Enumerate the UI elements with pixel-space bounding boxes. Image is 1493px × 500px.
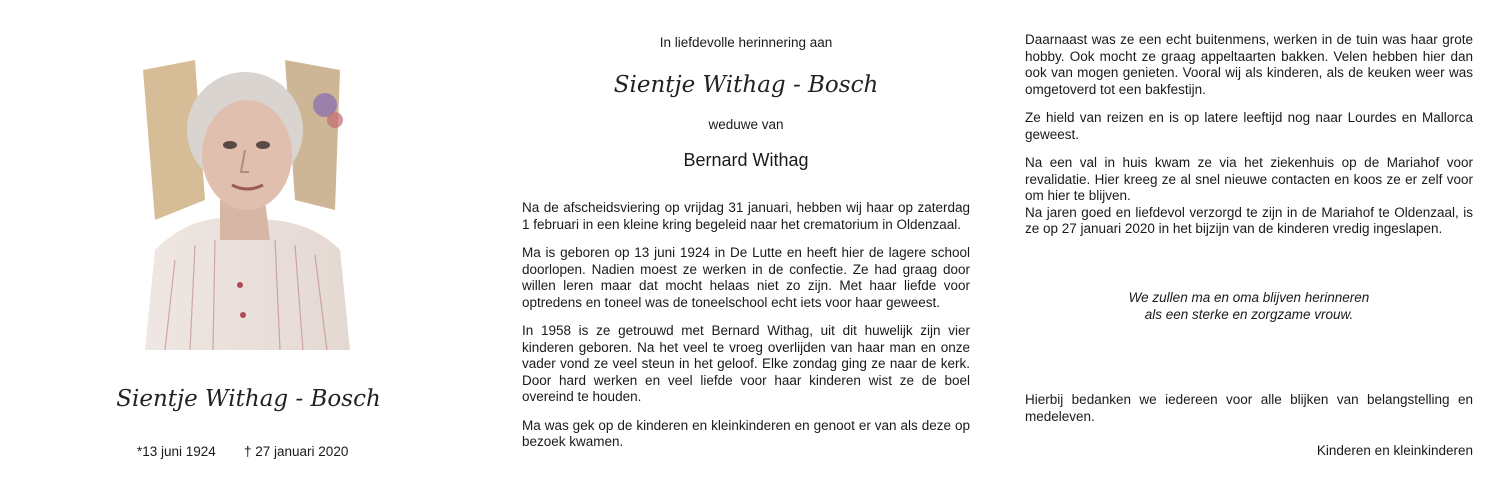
intro-line: In liefdevolle herinnering aan bbox=[659, 35, 833, 50]
continued-biography bbox=[1025, 32, 1473, 250]
biography-paragraph: In 1958 is ze getrouwd met Bernard Withag, uit dit huwelijk zijn vier kinderen geboren. Na het veel te vroeg overlijden van haar man en onze vader vond ze veel steun in het geloof. Elke zondag ging ze naar de kerk. Door hard werken en veel liefde voor haar kinderen wist ze de boel overeind te houden. bbox=[522, 323, 970, 404]
deceased-name: Sientje Withag - Bosch bbox=[116, 386, 381, 412]
memorial-quote bbox=[1025, 290, 1473, 323]
biography-paragraph: Daarnaast was ze een echt buitenmens, werken in de tuin was haar grote hobby. Ook mocht ze graag appeltaarten bakken. Velen hebben hier dan ook van mogen genieten. Vooral wij als kinderen, als de keuken weer was omgetoverd tot een bakfestijn. bbox=[1025, 32, 1473, 97]
portrait-photo bbox=[135, 50, 357, 350]
biography-paragraph: Na jaren goed en liefdevol verzorgd te zijn in de Mariahof te Oldenzaal, is ze op 27 januari 2020 in het bijzijn van de kinderen vredig ingeslapen. bbox=[1025, 204, 1473, 236]
widow-of-line: weduwe van bbox=[708, 117, 784, 132]
birth-date: *13 juni 1924 bbox=[137, 444, 216, 459]
right-panel bbox=[995, 0, 1493, 500]
deceased-name-heading: Sientje Withag - Bosch bbox=[613, 72, 879, 98]
husband-name: Bernard Withag bbox=[683, 150, 809, 170]
quote-line: We zullen ma en oma blijven herinneren bbox=[1128, 290, 1370, 305]
biography-paragraph: Na een val in huis kwam ze via het ziekenhuis op de Mariahof voor revalidatie. Hier kreeg ze al snel nieuwe contacten en koos ze er zelf voor om hier te blijven. bbox=[1025, 155, 1473, 203]
biography-paragraph: Ma was gek op de kinderen en kleinkinderen en genoot er van als deze op bezoek kwamen. bbox=[522, 417, 970, 449]
portrait-illustration bbox=[135, 50, 357, 350]
left-panel bbox=[0, 0, 497, 500]
death-date: † 27 januari 2020 bbox=[244, 444, 349, 459]
biography-text bbox=[522, 200, 970, 463]
biography-paragraph: Ze hield van reizen en is op latere leeftijd nog naar Lourdes en Mallorca geweest. bbox=[1025, 110, 1473, 142]
thanks-text: Hierbij bedanken we iedereen voor alle blijken van belangstelling en medeleven. bbox=[1025, 392, 1473, 424]
quote-line: als een sterke en zorgzame vrouw. bbox=[1144, 306, 1354, 322]
biography-paragraph: Na de afscheidsviering op vrijdag 31 januari, hebben wij haar op zaterdag 1 februari in een kleine kring begeleid naar het crematorium in Oldenzaal. bbox=[522, 200, 970, 232]
signoff: Kinderen en kleinkinderen bbox=[1316, 443, 1473, 458]
middle-panel bbox=[497, 0, 995, 500]
biography-paragraph: Ma is geboren op 13 juni 1924 in De Lutte en heeft hier de lagere school doorlopen. Nadien moest ze werken in de confectie. Ze had graag door willen leren maar dat mocht helaas niet zo zijn. Met haar liefde voor optredens en toneel was de toneelschool echt iets voor haar geweest. bbox=[522, 245, 970, 310]
